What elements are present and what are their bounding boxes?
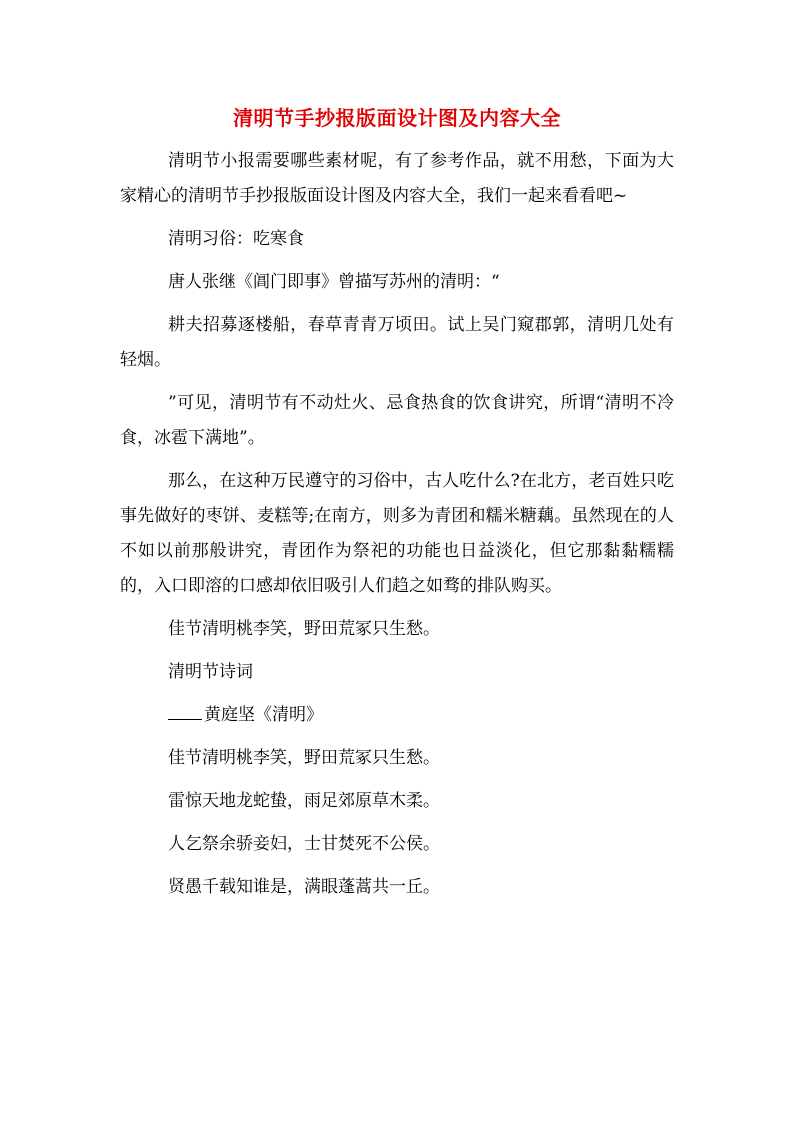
paragraph-ancient-food: 那么，在这种万民遵守的习俗中，古人吃什么?在北方，老百姓只吃事先做好的枣饼、麦糕等;在南方，则多为青团和糯米糖藕。虽然现在的人不如以前那般讲究，青团作为祭祀的功能也日益淡化，但它那黏黏糯糯的，入口即溶的口感却依旧吸引人们趋之如骛的排队购买。 bbox=[120, 471, 674, 596]
paragraph-quote: 佳节清明桃李笑，野田荒冢只生愁。 bbox=[168, 619, 440, 639]
document-body bbox=[120, 144, 674, 905]
paragraph-zhangji-poem: 耕夫招募逐楼船，春草青青万顷田。试上吴门窥郡郭，清明几处有轻烟。 bbox=[120, 315, 674, 370]
poem-line: 雷惊天地龙蛇蛰，雨足郊原草木柔。 bbox=[168, 791, 440, 811]
document-title: 清明节手抄报版面设计图及内容大全 bbox=[233, 106, 561, 130]
paragraph-poetry-heading: 清明节诗词 bbox=[168, 662, 253, 682]
blank-underline bbox=[168, 705, 202, 720]
poem-author-line bbox=[120, 698, 674, 733]
paragraph-cold-food: ”可见，清明节有不动灶火、忌食热食的饮食讲究，所谓“清明不冷食，冰雹下满地”。 bbox=[120, 393, 674, 448]
poem-line: 佳节清明桃李笑，野田荒冢只生愁。 bbox=[168, 748, 440, 768]
poem-author: 黄庭坚《清明》 bbox=[204, 705, 323, 725]
paragraph-custom-heading: 清明习俗：吃寒食 bbox=[168, 229, 304, 249]
poem-line: 人乞祭余骄妾妇，士甘焚死不公侯。 bbox=[168, 834, 440, 854]
paragraph-intro: 清明节小报需要哪些素材呢，有了参考作品，就不用愁，下面为大家精心的清明节手抄报版面设计图及内容大全，我们一起来看看吧~ bbox=[120, 151, 674, 206]
poem-line: 贤愚千载知谁是，满眼蓬蒿共一丘。 bbox=[168, 877, 440, 897]
paragraph-zhangji-intro: 唐人张继《阊门即事》曾描写苏州的清明：“ bbox=[168, 272, 500, 292]
